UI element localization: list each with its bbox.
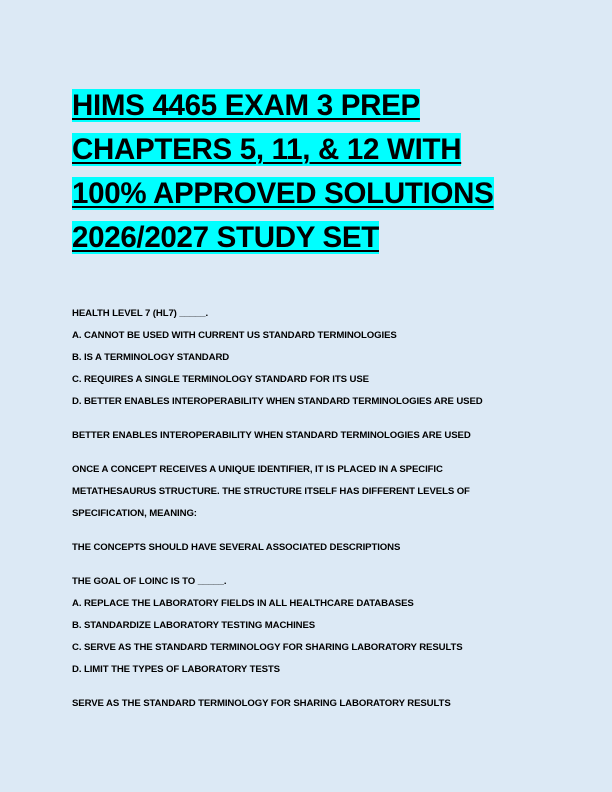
- title-line: HIMS 4465 EXAM 3 PREP: [72, 89, 420, 122]
- answer-block: [72, 693, 542, 715]
- answer-option: B. STANDARDIZE LABORATORY TESTING MACHINES: [72, 620, 316, 631]
- answer-block: [72, 425, 542, 447]
- question-text: ONCE A CONCEPT RECEIVES A UNIQUE IDENTIFIER, IT IS PLACED IN A SPECIFIC: [72, 464, 443, 475]
- question-text: THE GOAL OF LOINC IS TO _____.: [72, 576, 227, 587]
- document-header: [72, 84, 542, 260]
- answer-option: A. REPLACE THE LABORATORY FIELDS IN ALL HEALTHCARE DATABASES: [72, 598, 414, 609]
- answer-option: C. REQUIRES A SINGLE TERMINOLOGY STANDARD FOR ITS USE: [72, 374, 369, 385]
- answer-option: D. LIMIT THE TYPES OF LABORATORY TESTS: [72, 664, 280, 675]
- answer-option: D. BETTER ENABLES INTEROPERABILITY WHEN STANDARD TERMINOLOGIES ARE USED: [72, 396, 483, 407]
- title-line: CHAPTERS 5, 11, & 12 WITH: [72, 133, 462, 166]
- question-text: METATHESAURUS STRUCTURE. THE STRUCTURE ITSELF HAS DIFFERENT LEVELS OF: [72, 486, 470, 497]
- question-block: [72, 571, 542, 681]
- answer-text: SERVE AS THE STANDARD TERMINOLOGY FOR SHARING LABORATORY RESULTS: [72, 698, 451, 709]
- document-body: [72, 303, 542, 727]
- answer-option: B. IS A TERMINOLOGY STANDARD: [72, 352, 230, 363]
- question-block: [72, 459, 542, 525]
- title-line: 2026/2027 STUDY SET: [72, 221, 379, 254]
- answer-text: BETTER ENABLES INTEROPERABILITY WHEN STANDARD TERMINOLOGIES ARE USED: [72, 430, 471, 441]
- answer-text: THE CONCEPTS SHOULD HAVE SEVERAL ASSOCIATED DESCRIPTIONS: [72, 542, 401, 553]
- question-block: [72, 303, 542, 413]
- question-text: SPECIFICATION, MEANING:: [72, 508, 197, 519]
- answer-block: [72, 537, 542, 559]
- answer-option: C. SERVE AS THE STANDARD TERMINOLOGY FOR SHARING LABORATORY RESULTS: [72, 642, 463, 653]
- title-line: 100% APPROVED SOLUTIONS: [72, 177, 494, 210]
- answer-option: A. CANNOT BE USED WITH CURRENT US STANDARD TERMINOLOGIES: [72, 330, 397, 341]
- question-text: HEALTH LEVEL 7 (HL7) _____.: [72, 308, 209, 319]
- document-title: [72, 84, 542, 260]
